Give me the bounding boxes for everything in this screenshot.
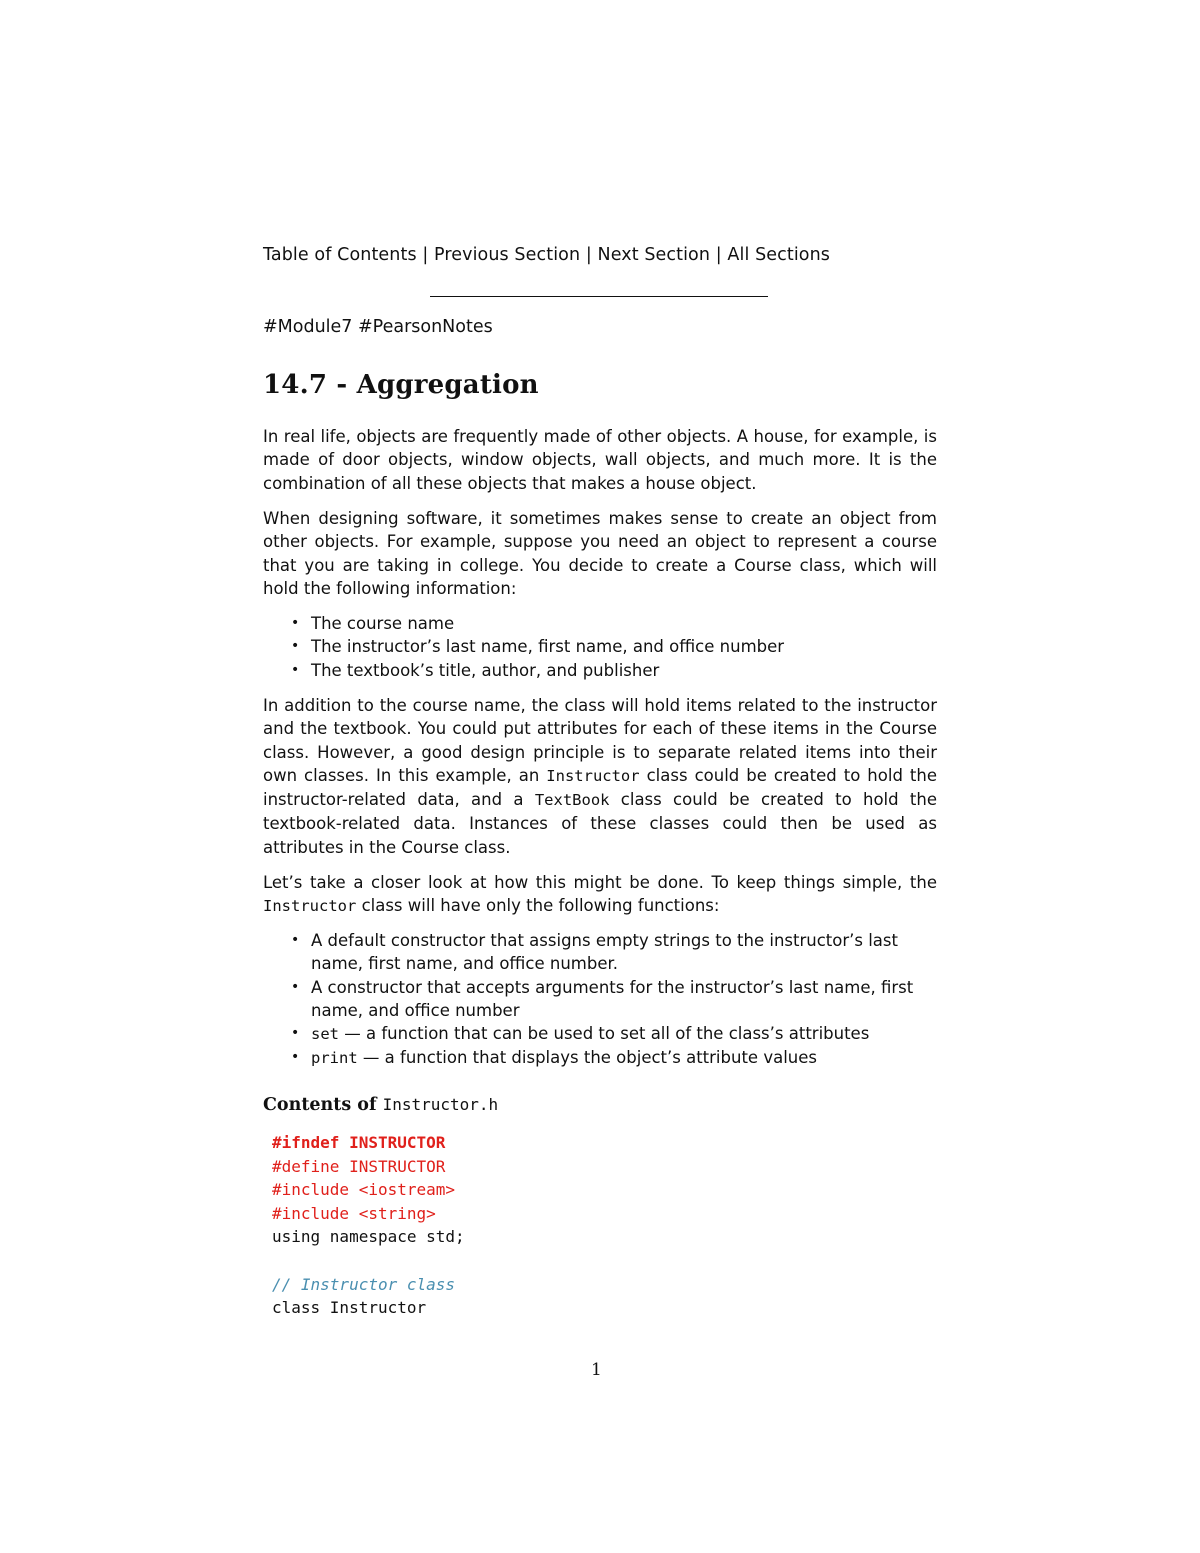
list-item: • The instructor’s last name, first name, and office number: [263, 635, 937, 658]
table-of-contents-link[interactable]: Table of Contents: [263, 245, 417, 265]
section-navigation: [263, 245, 830, 265]
inline-code: Instructor: [263, 897, 357, 916]
list-item: • A default constructor that assigns empty strings to the instructor’s last name, first name, and office number.: [263, 929, 937, 976]
text-run: — a function that can be used to set all of the class’s attributes: [339, 1024, 870, 1044]
tags-line: #Module7 #PearsonNotes: [263, 317, 493, 337]
code-line: #include <iostream>: [272, 1180, 456, 1200]
inline-code: Instructor: [546, 766, 640, 785]
list-item: [263, 1046, 937, 1070]
course-info-list: [263, 612, 937, 682]
heading-label: Contents of: [263, 1095, 383, 1115]
inline-code: TextBook: [534, 791, 610, 810]
text-run: class will have only the following functions:: [356, 896, 720, 916]
inline-code: print: [311, 1049, 358, 1068]
list-item: • The course name: [263, 612, 937, 635]
horizontal-rule: [430, 296, 768, 297]
section-title: 14.7 - Aggregation: [263, 370, 539, 400]
nav-separator: |: [715, 245, 722, 265]
nav-separator: |: [422, 245, 429, 265]
paragraph-designing: When designing software, it sometimes makes sense to create an object from other objects. For example, suppose you need an object to represent a course that you are taking in college. You decide to create a Course class, which will hold the following information:: [263, 509, 937, 598]
code-line: class Instructor: [272, 1298, 427, 1318]
all-sections-link[interactable]: All Sections: [727, 245, 831, 265]
code-line: #define INSTRUCTOR: [272, 1156, 446, 1176]
text-run: Let’s take a closer look at how this might be done. To keep things simple, the: [263, 873, 937, 892]
file-name: Instructor.h: [382, 1095, 499, 1114]
list-item: [263, 1022, 937, 1046]
code-comment-line: // Instructor class: [272, 1274, 456, 1294]
next-section-link[interactable]: Next Section: [597, 245, 711, 265]
list-item: • A constructor that accepts arguments for the instructor’s last name, first name, and office number: [263, 976, 937, 1023]
code-block: [272, 1131, 465, 1320]
inline-code: set: [311, 1025, 339, 1044]
text-run: class could be created to hold the textbook-related data. Instances of these classes could then be used as attributes in the Course class.: [263, 790, 937, 857]
text-run: — a function that displays the object’s attribute values: [357, 1048, 817, 1068]
paragraph-separate-classes: [263, 694, 937, 859]
previous-section-link[interactable]: Previous Section: [434, 245, 581, 265]
instructor-functions-list: [263, 929, 937, 1071]
paragraph-closer-look: [263, 871, 937, 919]
contents-heading: [263, 1095, 498, 1115]
nav-separator: |: [585, 245, 592, 265]
code-line: #include <string>: [272, 1203, 436, 1223]
text-run: class could be created to hold the instructor-related data, and a: [263, 765, 937, 810]
text-run: In addition to the course name, the class will hold items related to the instructor and the textbook. You could put attributes for each of these items in the Course class. However, a good design principle is to separate related items into their own classes. In this example, an: [263, 696, 937, 785]
code-line: #ifndef INSTRUCTOR: [272, 1133, 446, 1152]
list-item: • The textbook’s title, author, and publisher: [263, 659, 937, 682]
paragraph-intro: In real life, objects are frequently made of other objects. A house, for example, is made of door objects, window objects, wall objects, and much more. It is the combination of all these objects that makes a house object.: [263, 427, 937, 493]
code-blank-line: [272, 1249, 465, 1273]
page-number: 1: [591, 1360, 602, 1380]
code-line: using namespace std;: [272, 1227, 465, 1247]
